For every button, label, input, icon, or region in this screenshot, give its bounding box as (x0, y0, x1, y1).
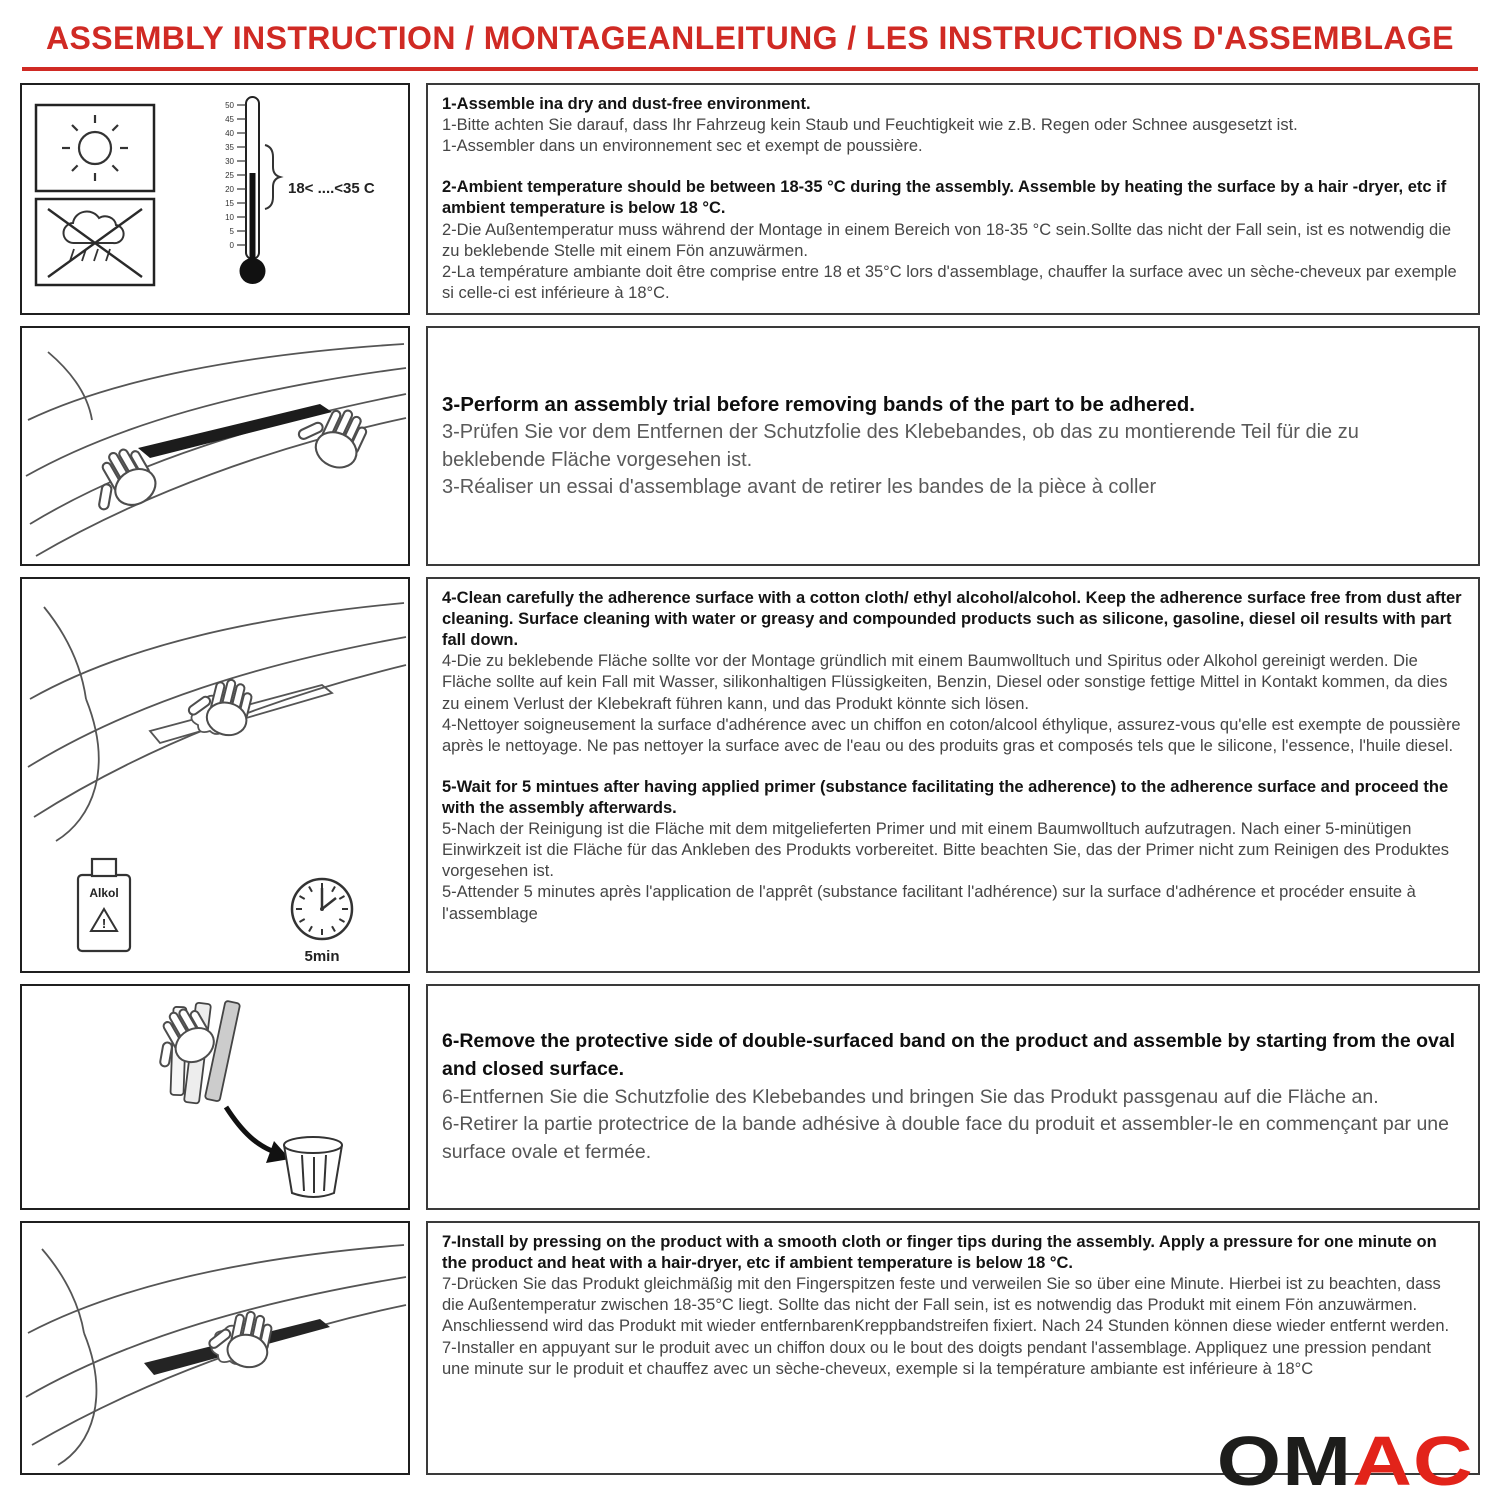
clock-label: 5min (304, 948, 340, 965)
peel-band-illustration (20, 984, 410, 1210)
logo-text-red: AC (1352, 1422, 1474, 1500)
step-1-de: 1-Bitte achten Sie darauf, dass Ihr Fahrzeug kein Staub und Feuchtigkeit wie z.B. Regen oder Schnee ausgesetzt ist. (442, 116, 1298, 135)
arrow-icon (226, 1107, 272, 1151)
svg-text:25: 25 (225, 171, 234, 180)
step-2-de: 2-Die Außentemperatur muss während der Montage in einem Bereich von 18-35 °C sein.Sollte das nicht der Fall sein, ist es notwendig die zu beklebende Stelle mit einem Fön anzuwärmen. (442, 220, 1452, 260)
svg-text:35: 35 (225, 143, 234, 152)
step-5-en: 5-Wait for 5 mintues after having applied primer (substance facilitating the adherence) to the adherence surface and proceed the with the assembly afterwards. (442, 777, 1449, 817)
press-illustration (20, 1221, 410, 1475)
instruction-text-trial (426, 326, 1480, 566)
step-3-fr: 3-Réaliser un essai d'assemblage avant de retirer les bandes de la pièce à coller (442, 476, 1157, 499)
svg-text:50: 50 (225, 101, 234, 110)
step-6-de: 6-Entfernen Sie die Schutzfolie des Klebebandes und bringen Sie das Produkt passgenau auf die Fläche an. (442, 1085, 1379, 1108)
step-4-en: 4-Clean carefully the adherence surface with a cotton cloth/ ethyl alcohol/alcohol. Keep the adherence surface free from dust after cleaning. Surface cleaning with water or greasy and compounded products such as silicone, gasoline, diesel oil results with part fall down. (442, 589, 1462, 650)
alcohol-bottle-icon (78, 859, 130, 951)
instruction-text-clean (426, 577, 1480, 973)
svg-text:0: 0 (229, 241, 234, 250)
trial-fit-illustration (20, 326, 410, 566)
step-7-de: 7-Drücken Sie das Produkt gleichmäßig mit den Fingerspitzen feste und verweilen Sie so über eine Minute. Hierbei ist zu beachten, dass die Außentemperatur zwischen 18-35°C liegt. Sollte das nicht der Fall sein, ist es notwendig das Produkt mit einem Fön anzuwärmen. Anschliessend wird das Produkt mit wieder entfernbarenKreppbandstreifen fixiert. Nach 24 Stunden können diese wieder entfernt werden. (442, 1275, 1450, 1336)
step-4-fr: 4-Nettoyer soigneusement la surface d'adhérence avec un chiffon en coton/alcool éthylique, assurez-vous qu'elle est exempte de poussière après le nettoyage. Ne pas nettoyer la surface avec de l'eau ou des produits gras et composés tels que le silicone, l'essence, l'huile diesel. (442, 715, 1461, 755)
step-2-en: 2-Ambient temperature should be between 18-35 °C during the assembly. Assemble by heating the surface by a hair -dryer, etc if ambient temperature is below 18 °C. (442, 178, 1447, 218)
step-6-fr: 6-Retirer la partie protectrice de la bande adhésive à double face du produit et assembler-le en commençant par une surface ovale et fermée. (442, 1113, 1450, 1164)
no-rain-icon (36, 199, 154, 285)
svg-text:20: 20 (225, 185, 234, 194)
omac-logo (1216, 1422, 1474, 1500)
step-5-de: 5-Nach der Reinigung ist die Fläche mit dem mitgelieferten Primer und mit einem Baumwolltuch aufzutragen. Nach einer 5-minütigen Einwirkzeit ist die Fläche für das Ankleben des Produkts vorbereitet. Bitte beachten Sie, das der Primer nicht zum Reinigen des Produktes vorgesehen ist. (442, 820, 1450, 881)
hand-icon (204, 1304, 275, 1370)
section-clean-and-primer (20, 577, 1480, 973)
step-2-fr: 2-La température ambiante doit être comprise entre 18 et 35°C lors d'assemblage, chauffer la surface avec un sèche-cheveux par exemple si celle-ci est inférieure à 18°C. (442, 262, 1457, 302)
bottle-label: Alkol (89, 886, 119, 900)
step-3-de: 3-Prüfen Sie vor dem Entfernen der Schutzfolie des Klebebandes, ob das zu montierende Teil für die zu beklebende Fläche vorgesehen ist. (442, 421, 1359, 471)
brace-icon (265, 145, 280, 209)
svg-text:15: 15 (225, 199, 234, 208)
warning-glyph: ! (101, 916, 107, 931)
page-title: ASSEMBLY INSTRUCTION / MONTAGEANLEITUNG / LES INSTRUCTIONS D'ASSEMBLAGE (46, 20, 1454, 56)
svg-text:5: 5 (229, 227, 234, 236)
right-hand-icon (290, 395, 372, 474)
svg-text:45: 45 (225, 115, 234, 124)
step-6-en: 6-Remove the protective side of double-surfaced band on the product and assemble by starting from the oval and closed surface. (442, 1030, 1456, 1080)
environment-illustration (20, 83, 410, 315)
temperature-range-label: 18< ....<35 C (288, 180, 375, 197)
section-environment-temperature (20, 83, 1480, 315)
instruction-text-remove-band (426, 984, 1480, 1210)
step-1-fr: 1-Assembler dans un environnement sec et exempt de poussière. (442, 137, 923, 156)
logo-text-dark: OM (1216, 1422, 1353, 1500)
cleaning-illustration (20, 577, 410, 973)
trash-can-icon (284, 1137, 342, 1197)
step-5-fr: 5-Attender 5 minutes après l'application de l'apprêt (substance facilitant l'adhérence) sur la surface d'adhérence et procéder ensuite à l'assemblage (442, 883, 1416, 923)
step-7-fr: 7-Installer en appuyant sur le produit avec un chiffon doux ou le bout des doigts pendant l'assemblage. Appliquez une pression pendant une minute sur le produit et chauffez avec un sèche-cheveux, exemple si la température ambiante est inférieure à 18°C (442, 1338, 1431, 1378)
step-1-en: 1-Assemble ina dry and dust-free environment. (442, 95, 811, 113)
instruction-text-environment (426, 83, 1480, 315)
section-remove-band (20, 984, 1480, 1210)
svg-text:10: 10 (225, 213, 234, 222)
step-4-de: 4-Die zu beklebende Fläche sollte vor der Montage gründlich mit einem Baumwolltuch und Spiritus oder Alkohol gereinigt werden. Die Fläche sollte auf kein Fall mit Wasser, silikonhaltigen Flüssigkeiten, Benzin, Diesel oder sonstige fettige Mittel in Kontakt kommen, da dies zu einem Verlust der Klebekraft führen kann, und das Produkt könnte sich lösen. (442, 652, 1448, 713)
svg-text:30: 30 (225, 157, 234, 166)
thermometer-scale (225, 101, 234, 250)
thermometer-icon (225, 97, 280, 284)
clock-icon (292, 879, 352, 965)
sun-icon (36, 105, 154, 191)
title-underline (22, 67, 1478, 71)
step-7-en: 7-Install by pressing on the product with a smooth cloth or finger tips during the assembly. Apply a pressure for one minute on the product and heat with a hair-dryer, etc if ambient temperature is below 18 °C. (442, 1233, 1437, 1273)
svg-text:40: 40 (225, 129, 234, 138)
step-3-en: 3-Perform an assembly trial before removing bands of the part to be adhered. (442, 392, 1195, 416)
section-assembly-trial (20, 326, 1480, 566)
